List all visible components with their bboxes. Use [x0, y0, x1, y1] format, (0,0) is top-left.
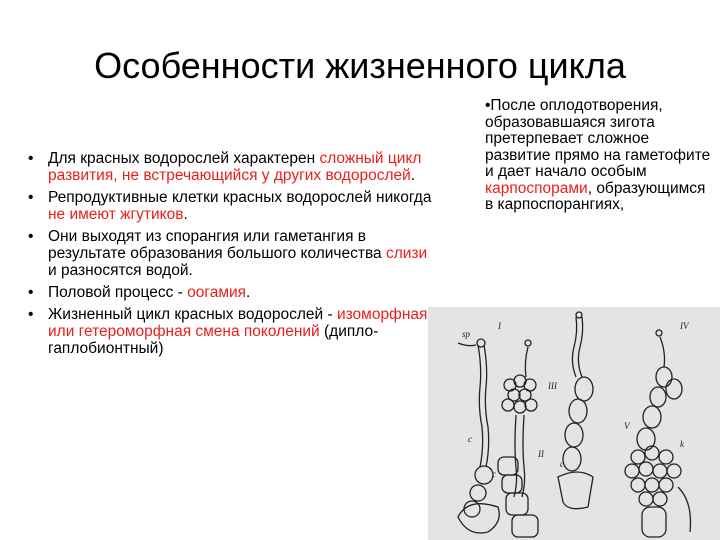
figure-stage-5 — [625, 446, 691, 537]
bullet-dot-icon: • — [28, 189, 34, 206]
bullet-text: и разносятся водой. — [48, 262, 193, 279]
bullet-dot-icon: • — [28, 228, 34, 245]
side-note-text: , образующимся в карпоспорангиях, — [485, 179, 706, 213]
bullet-item — [22, 284, 432, 301]
bullet-text: Они выходят из спорангия или гаметангия в результате образования большого количества — [48, 228, 386, 262]
bullet-highlight: оогамия — [187, 284, 247, 301]
figure-label: sp — [462, 329, 471, 339]
bullet-item — [22, 306, 432, 357]
bullet-item — [22, 150, 432, 184]
side-note-highlight: карпоспорами — [485, 179, 588, 197]
bullet-text: . — [246, 284, 251, 301]
bullet-highlight: сложный цикл развития, не встречающийся у других водорослей — [48, 150, 422, 184]
bullet-text: Репродуктивные клетки красных водорослей никогда — [48, 189, 432, 206]
bullet-dot-icon: • — [28, 150, 34, 167]
figure-stage-2 — [498, 340, 538, 537]
bullet-item — [22, 228, 432, 279]
bullet-dot-icon: • — [28, 284, 34, 301]
bullet-text: . — [410, 167, 416, 184]
figure-stage-1 — [458, 339, 499, 533]
figure-label: I — [498, 321, 501, 331]
red-algae-life-cycle-illustration — [428, 307, 720, 540]
bullet-list — [22, 150, 432, 362]
side-note-text: •После оплодотворения, образовавшаяся зигота претерпевает сложное развитие прямо на гаметофите и дает начало особым — [485, 97, 711, 180]
algae-drawing — [428, 307, 720, 540]
figure-label: V — [624, 421, 630, 431]
bullet-highlight: изоморфная или гетероморфная смена поколений — [48, 306, 428, 340]
figure-label: III — [548, 381, 557, 391]
bullet-highlight: слизи — [385, 245, 428, 262]
bullet-text: (дипло-гаплобионтный) — [48, 323, 379, 357]
bullet-text: Для красных водорослей характерен — [48, 150, 320, 167]
bullet-text: . — [183, 206, 188, 223]
bullet-text: Жизненный цикл красных водорослей - — [48, 306, 337, 323]
figure-label: II — [538, 449, 544, 459]
bullet-text: Половой процесс - — [48, 284, 188, 301]
side-note — [485, 98, 715, 214]
figure-stage-3 — [558, 312, 593, 509]
bullet-dot-icon: • — [28, 306, 34, 323]
figure-label: IV — [680, 321, 689, 331]
figure-label: c — [560, 459, 564, 469]
figure-label: c — [468, 434, 472, 444]
figure-label: c — [492, 469, 496, 479]
slide-title: Особенности жизненного цикла — [94, 45, 626, 86]
bullet-item — [22, 189, 432, 223]
bullet-highlight: не имеют жгутиков — [48, 206, 184, 223]
figure-stage-4 — [637, 330, 682, 450]
figure-label: k — [680, 439, 684, 449]
